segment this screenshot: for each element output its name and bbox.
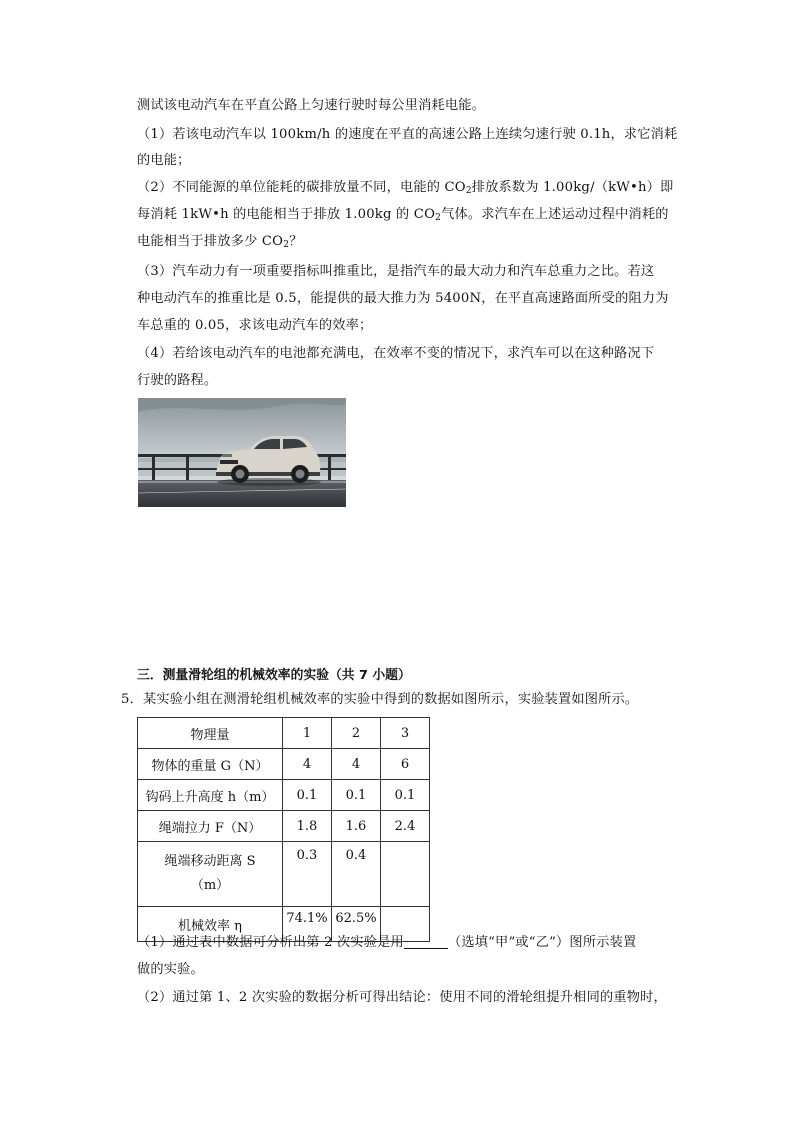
table-cell: 物体的重量 G（N） xyxy=(138,749,283,780)
q2-line3-text-a: 电能相当于排放多少 CO xyxy=(137,234,284,249)
q2-line1-text-a: （2）不同能源的单位能耗的碳排放量不同，电能的 CO xyxy=(137,180,466,195)
table-header-cell: 2 xyxy=(332,718,381,749)
table-cell: 钩码上升高度 h（m） xyxy=(138,780,283,811)
table-cell: 0.1 xyxy=(381,780,430,811)
table-row xyxy=(138,811,430,842)
table-cell: 绳端拉力 F（N） xyxy=(138,811,283,842)
q2-line3-text-b: ？ xyxy=(289,234,303,249)
problem4-q2-line2 xyxy=(137,205,669,228)
problem4-q4-line1: （4）若给该电动汽车的电池都充满电，在效率不变的情况下，求汽车可以在这种路况下 xyxy=(137,346,655,361)
answer-blank[interactable] xyxy=(404,934,448,949)
problem4-intro: 测试该电动汽车在平直公路上匀速行驶时每公里消耗电能。 xyxy=(137,98,486,113)
table-header-cell: 3 xyxy=(381,718,430,749)
problem5-q1-line1 xyxy=(137,933,636,953)
problem4-q3-line1: （3）汽车动力有一项重要指标叫推重比，是指汽车的最大动力和汽车总重力之比。若这 xyxy=(137,264,655,279)
problem5-stem: 5．某实验小组在测滑轮组机械效率的实验中得到的数据如图所示，实验装置如图所示。 xyxy=(121,692,639,707)
table-cell: 0.1 xyxy=(283,780,332,811)
table-header-row xyxy=(138,718,430,749)
table-cell: 74.1% xyxy=(283,907,332,942)
table-cell xyxy=(381,842,430,907)
problem4-q1-line2: 的电能； xyxy=(137,153,191,168)
table-row xyxy=(138,780,430,811)
table-cell: 2.4 xyxy=(381,811,430,842)
q1-text-after-blank: （选填“甲”或“乙”）图所示装置 xyxy=(447,935,637,950)
table-cell: 62.5% xyxy=(332,907,381,942)
q2-line1-subscript: 2 xyxy=(465,186,472,196)
q2-line1-text-b: 排放系数为 1.00kg/（kW•h）即 xyxy=(471,180,674,195)
electric-car-photo xyxy=(138,398,346,507)
table-row xyxy=(138,842,430,907)
problem4-q4-line2: 行驶的路程。 xyxy=(137,373,218,388)
problem4-q2-line3 xyxy=(137,232,303,255)
table-header-cell: 物理量 xyxy=(138,718,283,749)
problem4-q2-line1 xyxy=(137,178,674,201)
table-cell: 0.3 xyxy=(283,842,332,907)
table-cell: 0.1 xyxy=(332,780,381,811)
table-cell: 6 xyxy=(381,749,430,780)
table-cell: 4 xyxy=(332,749,381,780)
problem4-q3-line3: 车总重的 0.05，求该电动汽车的效率； xyxy=(137,318,373,333)
q2-line3-subscript: 2 xyxy=(283,240,290,250)
experiment-data-table xyxy=(137,717,430,942)
q2-line2-text-a: 每消耗 1kW•h 的电能相当于排放 1.00kg 的 CO xyxy=(137,207,436,222)
problem4-q3-line2: 种电动汽车的推重比是 0.5，能提供的最大推力为 5400N，在平直高速路面所受的阻力为 xyxy=(137,291,669,306)
table-cell: 1.6 xyxy=(332,811,381,842)
table-header-cell: 1 xyxy=(283,718,332,749)
q2-line2-text-b: 气体。求汽车在上述运动过程中消耗的 xyxy=(441,207,669,222)
table-cell: 4 xyxy=(283,749,332,780)
table-cell: 绳端移动距离 S（m） xyxy=(138,842,283,907)
electric-car-illustration xyxy=(138,398,346,507)
problem5-q1-line2: 做的实验。 xyxy=(137,962,204,977)
table-cell: 1.8 xyxy=(283,811,332,842)
table-cell: 0.4 xyxy=(332,842,381,907)
table-cell: 机械效率 η xyxy=(138,907,283,942)
q1-text-before-blank: （1）通过表中数据可分析出第 2 次实验是用 xyxy=(137,935,404,950)
problem5-q2-line1: （2）通过第 1、2 次实验的数据分析可得出结论：使用不同的滑轮组提升相同的重物时， xyxy=(137,990,667,1005)
section-3-heading: 三．测量滑轮组的机械效率的实验（共 7 小题） xyxy=(137,668,411,683)
problem4-q1-line1: （1）若该电动汽车以 100km/h 的速度在平直的高速公路上连续匀速行驶 0.1h，求它消耗 xyxy=(137,127,678,142)
table-row xyxy=(138,749,430,780)
q2-line2-subscript: 2 xyxy=(435,213,442,223)
